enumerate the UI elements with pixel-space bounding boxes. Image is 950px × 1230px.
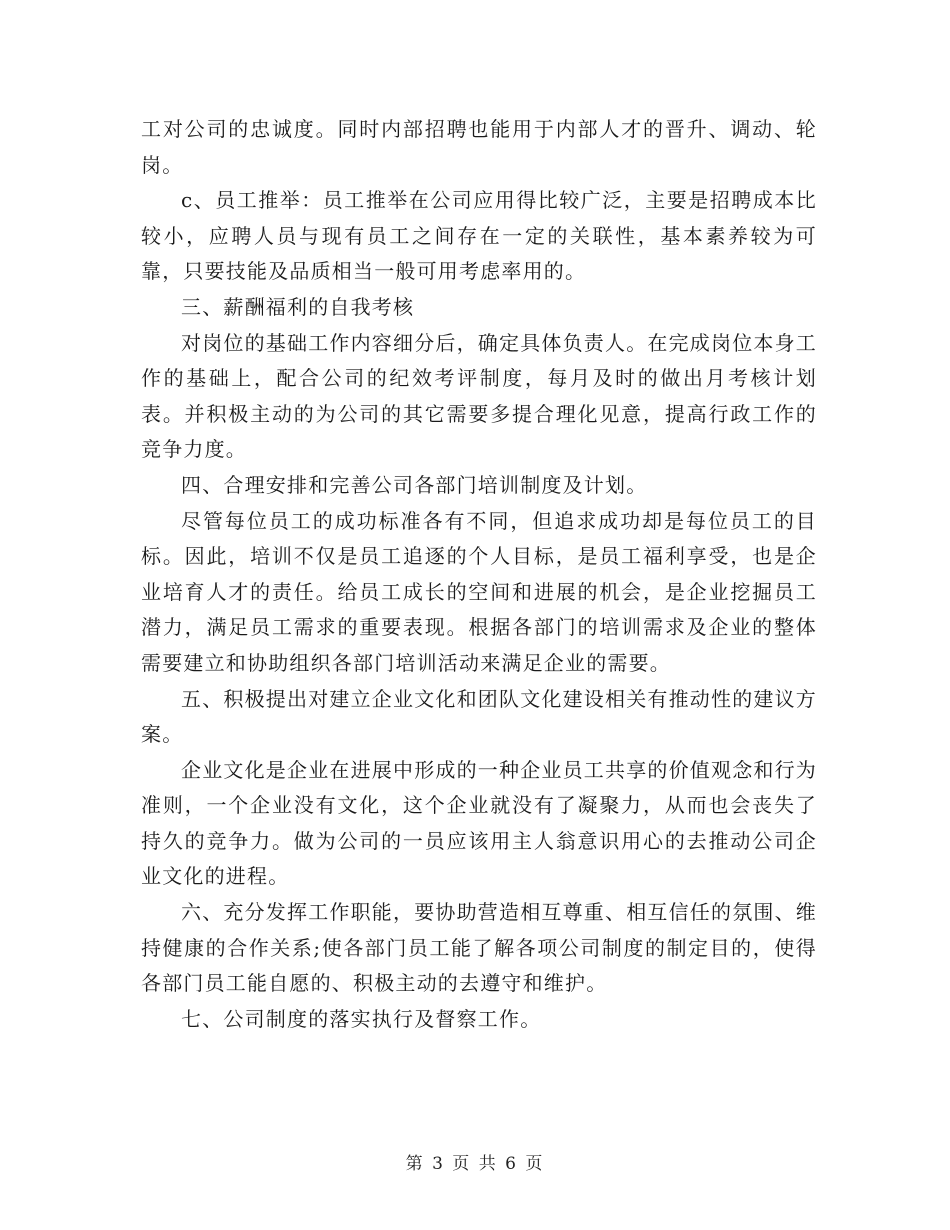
heading-section-5: 五、积极提出对建立企业文化和团队文化建设相关有推动性的建议方案。 [141, 686, 817, 747]
heading-section-3: 三、薪酬福利的自我考核 [181, 294, 415, 319]
heading-section-7: 七、公司制度的落实执行及督察工作。 [181, 1006, 542, 1031]
document-body [141, 112, 817, 1037]
heading-section-4: 四、合理安排和完善公司各部门培训制度及计划。 [181, 472, 648, 497]
paragraph-section-3-body: 对岗位的基础工作内容细分后，确定具体负责人。在完成岗位本身工作的基础上，配合公司的纪效考评制度，每月及时的做出月考核计划表。并积极主动的为公司的其它需要多提合理化见意，提高行政工作的竞争力度。 [141, 330, 817, 462]
paragraph-employee-referral: c、员工推举：员工推举在公司应用得比较广泛，主要是招聘成本比较小，应聘人员与现有员工之间存在一定的关联性，基本素养较为可靠，只要技能及品质相当一般可用考虑率用的。 [141, 188, 817, 284]
paragraph-section-5-body: 企业文化是企业在进展中形成的一种企业员工共享的价值观念和行为准则，一个企业没有文化，这个企业就没有了凝聚力，从而也会丧失了持久的竞争力。做为公司的一员应该用主人翁意识用心的去推动公司企业文化的进程。 [141, 757, 817, 889]
paragraph-continuation: 工对公司的忠诚度。同时内部招聘也能用于内部人才的晋升、调动、轮岗。 [141, 117, 817, 177]
page-number-footer: 第 3 页 共 6 页 [405, 1154, 545, 1174]
paragraph-section-4-body: 尽管每位员工的成功标准各有不同，但追求成功却是每位员工的目标。因此，培训不仅是员工追逐的个人目标，是员工福利享受，也是企业培育人才的责任。给员工成长的空间和进展的机会，是企业挖掘员工潜力，满足员工需求的重要表现。根据各部门的培训需求及企业的整体需要建立和协助组织各部门培训活动来满足企业的需要。 [141, 508, 817, 675]
paragraph-section-6: 六、充分发挥工作职能，要协助营造相互尊重、相互信任的氛围、维持健康的合作关系;使各部门员工能了解各项公司制度的制定目的，使得各部门员工能自愿的、积极主动的去遵守和维护。 [141, 900, 817, 996]
